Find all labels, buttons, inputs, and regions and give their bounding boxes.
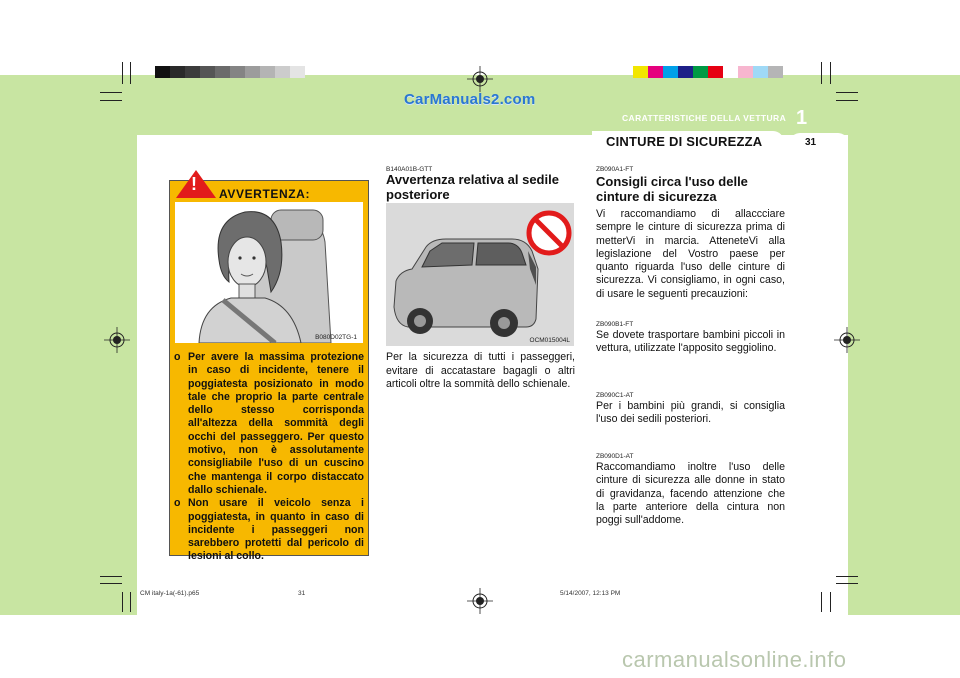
color-swatch xyxy=(693,66,708,78)
page-number-tab xyxy=(790,133,848,153)
gray-swatch xyxy=(155,66,170,78)
list-item xyxy=(174,351,364,497)
section-block xyxy=(596,166,785,301)
chapter-title: CARATTERISTICHE DELLA VETTURA xyxy=(622,113,787,123)
section-body: Se dovete trasportare bambini piccoli in vettura, utilizzate l'apposito seggiolino. xyxy=(596,329,785,355)
color-swatch xyxy=(648,66,663,78)
warning-title: AVVERTENZA: xyxy=(219,187,311,201)
section-code: ZB090C1-AT xyxy=(596,392,634,399)
color-calibration-bar xyxy=(633,66,783,78)
registration-target-icon xyxy=(104,327,130,353)
gray-swatch xyxy=(245,66,260,78)
section-code: B140A01B-GTT xyxy=(386,166,433,173)
color-swatch xyxy=(633,66,648,78)
gray-swatch xyxy=(170,66,185,78)
color-swatch xyxy=(708,66,723,78)
exclamation-icon: ! xyxy=(191,174,197,194)
gray-swatch xyxy=(275,66,290,78)
footer-file: CM italy-1a(-61).p65 xyxy=(140,590,200,597)
gray-swatch xyxy=(260,66,275,78)
warning-list xyxy=(174,351,364,564)
gray-swatch xyxy=(200,66,215,78)
prohibition-icon xyxy=(529,213,569,253)
car-luggage-illustration xyxy=(386,203,574,346)
illustration-code: OCM015004L xyxy=(529,337,570,344)
section-code: ZB090A1-FT xyxy=(596,166,634,173)
color-swatch xyxy=(723,66,738,78)
section-block xyxy=(596,392,785,427)
gray-calibration-bar xyxy=(155,66,305,78)
bullet: o xyxy=(174,497,181,510)
headrest-illustration xyxy=(175,202,363,343)
page-number: 31 xyxy=(805,137,817,148)
color-swatch xyxy=(738,66,753,78)
gray-swatch xyxy=(290,66,305,78)
section-block xyxy=(596,321,785,356)
section-heading: Avvertenza relativa al sedile posteriore xyxy=(386,172,559,202)
bullet: o xyxy=(174,351,181,363)
chapter-number: 1 xyxy=(796,107,808,129)
section-code: ZB090D1-AT xyxy=(596,453,634,460)
gray-swatch xyxy=(215,66,230,78)
color-swatch xyxy=(768,66,783,78)
section-heading: Consigli circa l'uso delle cinture di sicurezza xyxy=(596,174,748,204)
registration-target-icon xyxy=(834,327,860,353)
watermark-bottom: carmanualsonline.info xyxy=(622,647,847,672)
illustration-code: B080D02TG-1 xyxy=(315,334,357,341)
section-body: Raccomandiamo inoltre l'uso delle cinture di sicurezza alle donne in stato di gravidanza, facendo attenzione che la parte anteriore della cintura non poggi sull'addome. xyxy=(596,461,785,527)
registration-target-icon xyxy=(467,66,493,92)
gray-swatch xyxy=(230,66,245,78)
section-body: Per i bambini più grandi, si consiglia l'uso dei sedili posteriori. xyxy=(596,400,785,426)
watermark-top[interactable]: CarManuals2.com xyxy=(404,91,536,108)
section-body: Per la sicurezza di tutti i passeggeri, evitare di accatastare bagagli o altri articoli oltre la sommità dello schienale. xyxy=(386,351,575,390)
section-title: CINTURE DI SICUREZZA xyxy=(606,134,763,149)
footer-timestamp: 5/14/2007, 12:13 PM xyxy=(560,590,621,597)
color-swatch xyxy=(678,66,693,78)
section-code: ZB090B1-FT xyxy=(596,321,634,328)
color-swatch xyxy=(753,66,768,78)
list-item xyxy=(174,497,364,563)
footer-page: 31 xyxy=(298,590,306,597)
section-block xyxy=(596,453,785,527)
warning-item-text: Non usare il veicolo senza i poggiatesta, in quanto in caso di incidente i passeggeri non sarebbero protetti dal pericolo di lesioni al collo. xyxy=(188,497,364,563)
registration-target-icon xyxy=(467,588,493,614)
section-body: Vi raccomandiamo di allaccciare sempre le cinture di sicurezza prima di metterVi in marcia. AtteneteVi alla legislazione del Vostro paese per quanto riguarda l'uso delle cinture di sicurezza. Vi consigliamo, in ogni caso, di usare le seguenti precauzioni: xyxy=(596,208,785,300)
color-swatch xyxy=(663,66,678,78)
warning-item-text: Per avere la massima protezione in caso di incidente, tenere il poggiatesta posizionato in modo tale che proprio la parte centrale dello stesso corrisponda all'altezza della sommità degli occhi del passeggero. Per questo motivo, non è assolutamente consigliabile l'uso di un cuscino che mantenga il corpo distaccato dallo schienale. xyxy=(188,351,364,496)
gray-swatch xyxy=(185,66,200,78)
